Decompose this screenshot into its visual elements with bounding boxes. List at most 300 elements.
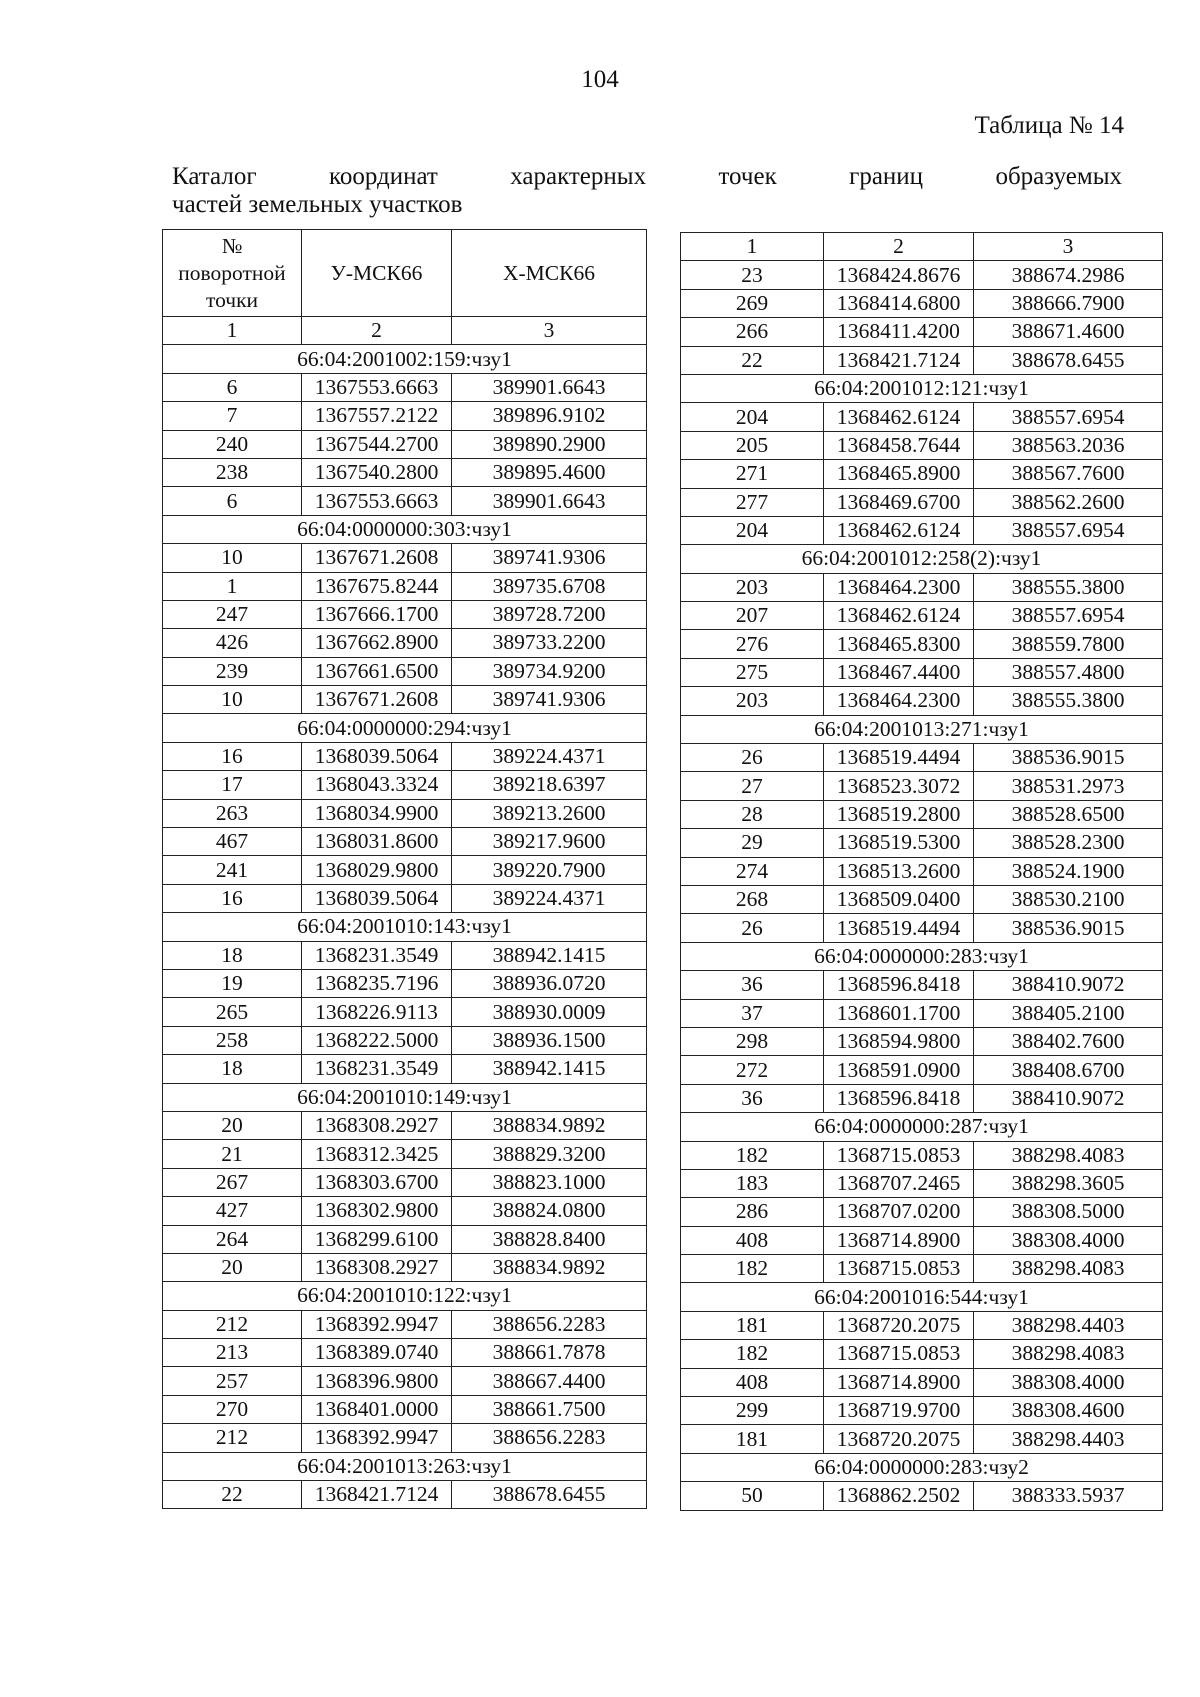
- parcel-id: 66:04:0000000:287:чзу1: [681, 1113, 1163, 1141]
- table-row: [163, 373, 647, 401]
- table-row: [681, 1169, 1163, 1197]
- y-coordinate-cell: 1368707.2465: [824, 1169, 974, 1197]
- y-coordinate-cell: 1368720.2075: [824, 1311, 974, 1339]
- x-coordinate-cell: 389741.9306: [452, 544, 647, 572]
- caption-word: образуемых: [995, 163, 1122, 190]
- table-row: [163, 1253, 647, 1281]
- x-coordinate-cell: 389901.6643: [452, 487, 647, 515]
- y-coordinate-cell: 1368469.6700: [824, 488, 974, 516]
- caption-word: точек: [718, 163, 777, 190]
- point-number-cell: 18: [163, 941, 302, 969]
- point-number-cell: 183: [681, 1169, 824, 1197]
- table-row: [681, 630, 1163, 658]
- parcel-row: [163, 714, 647, 742]
- parcel-row: [681, 1453, 1163, 1481]
- x-coordinate-cell: 388530.2100: [974, 885, 1163, 913]
- column-number: 3: [452, 317, 647, 345]
- x-coordinate-cell: 389224.4371: [452, 742, 647, 770]
- table-row: [681, 346, 1163, 374]
- x-coordinate-cell: 388536.9015: [974, 914, 1163, 942]
- x-coordinate-cell: 388557.4800: [974, 658, 1163, 686]
- caption-line-2: частей земельных участков: [172, 191, 463, 218]
- point-number-cell: 238: [163, 458, 302, 486]
- point-number-cell: 241: [163, 856, 302, 884]
- table-row: [163, 1055, 647, 1083]
- table-row: [163, 544, 647, 572]
- table-row: [681, 1425, 1163, 1453]
- x-coordinate-cell: 389901.6643: [452, 373, 647, 401]
- table-row: [163, 998, 647, 1026]
- table-row: [163, 1225, 647, 1253]
- x-coordinate-cell: 388942.1415: [452, 1055, 647, 1083]
- table-row: [163, 799, 647, 827]
- parcel-row: [163, 515, 647, 543]
- y-coordinate-cell: 1368308.2927: [302, 1253, 452, 1281]
- table-row: [163, 1026, 647, 1054]
- point-number-cell: 23: [681, 261, 824, 289]
- y-coordinate-cell: 1368462.6124: [824, 602, 974, 630]
- coordinates-table-left: [162, 229, 647, 1509]
- x-coordinate-cell: 389895.4600: [452, 458, 647, 486]
- x-coordinate-cell: 388678.6455: [974, 346, 1163, 374]
- point-number-cell: 1: [163, 572, 302, 600]
- point-number-cell: 16: [163, 884, 302, 912]
- table-row: [163, 430, 647, 458]
- table-row: [163, 402, 647, 430]
- point-number-cell: 205: [681, 431, 824, 459]
- point-number-cell: 258: [163, 1026, 302, 1054]
- caption-word: характерных: [510, 163, 647, 190]
- header-point-no: [163, 230, 302, 317]
- table-row: [681, 1311, 1163, 1339]
- header-point-no-line: точки: [205, 287, 259, 312]
- header-point-no-line: поворотной: [178, 260, 286, 285]
- y-coordinate-cell: 1368411.4200: [824, 318, 974, 346]
- point-number-cell: 268: [681, 885, 824, 913]
- y-coordinate-cell: 1368462.6124: [824, 516, 974, 544]
- x-coordinate-cell: 388298.4403: [974, 1425, 1163, 1453]
- header-x: Х-МСК66: [452, 230, 647, 317]
- x-coordinate-cell: 388823.1000: [452, 1168, 647, 1196]
- point-number-cell: 27: [681, 772, 824, 800]
- parcel-row: [681, 1113, 1163, 1141]
- table-row: [681, 289, 1163, 317]
- caption-word: координат: [328, 163, 438, 190]
- point-number-cell: 427: [163, 1197, 302, 1225]
- y-coordinate-cell: 1368421.7124: [302, 1481, 452, 1509]
- column-number-row: [681, 233, 1163, 261]
- y-coordinate-cell: 1368509.0400: [824, 885, 974, 913]
- y-coordinate-cell: 1368312.3425: [302, 1140, 452, 1168]
- x-coordinate-cell: 388834.9892: [452, 1253, 647, 1281]
- x-coordinate-cell: 388656.2283: [452, 1310, 647, 1338]
- x-coordinate-cell: 388661.7878: [452, 1339, 647, 1367]
- parcel-row: [681, 1283, 1163, 1311]
- point-number-cell: 240: [163, 430, 302, 458]
- x-coordinate-cell: 388531.2973: [974, 772, 1163, 800]
- y-coordinate-cell: 1368467.4400: [824, 658, 974, 686]
- point-number-cell: 408: [681, 1368, 824, 1396]
- y-coordinate-cell: 1368231.3549: [302, 941, 452, 969]
- table-row: [163, 1111, 647, 1139]
- point-number-cell: 467: [163, 828, 302, 856]
- point-number-cell: 275: [681, 658, 824, 686]
- y-coordinate-cell: 1368231.3549: [302, 1055, 452, 1083]
- point-number-cell: 264: [163, 1225, 302, 1253]
- x-coordinate-cell: 388559.7800: [974, 630, 1163, 658]
- point-number-cell: 181: [681, 1311, 824, 1339]
- x-coordinate-cell: 388298.4403: [974, 1311, 1163, 1339]
- x-coordinate-cell: 388674.2986: [974, 261, 1163, 289]
- table-row: [163, 1140, 647, 1168]
- y-coordinate-cell: 1368043.3324: [302, 771, 452, 799]
- x-coordinate-cell: 388528.2300: [974, 829, 1163, 857]
- right-table-body: [681, 261, 1163, 1510]
- y-coordinate-cell: 1368715.0853: [824, 1340, 974, 1368]
- point-number-cell: 298: [681, 1027, 824, 1055]
- y-coordinate-cell: 1368596.8418: [824, 1084, 974, 1112]
- y-coordinate-cell: 1367557.2122: [302, 402, 452, 430]
- y-coordinate-cell: 1368591.0900: [824, 1056, 974, 1084]
- parcel-row: [163, 1083, 647, 1111]
- table-row: [163, 572, 647, 600]
- point-number-cell: 203: [681, 687, 824, 715]
- y-coordinate-cell: 1368720.2075: [824, 1425, 974, 1453]
- table-row: [163, 1367, 647, 1395]
- point-number-cell: 26: [681, 744, 824, 772]
- x-coordinate-cell: 388557.6954: [974, 602, 1163, 630]
- table-row: [681, 460, 1163, 488]
- point-number-cell: 272: [681, 1056, 824, 1084]
- x-coordinate-cell: 389896.9102: [452, 402, 647, 430]
- parcel-row: [681, 715, 1163, 743]
- table-row: [163, 657, 647, 685]
- y-coordinate-cell: 1368465.8900: [824, 460, 974, 488]
- point-number-cell: 426: [163, 629, 302, 657]
- y-coordinate-cell: 1368302.9800: [302, 1197, 452, 1225]
- point-number-cell: 212: [163, 1424, 302, 1452]
- table-row: [163, 1395, 647, 1423]
- y-coordinate-cell: 1368594.9800: [824, 1027, 974, 1055]
- table-row: [681, 914, 1163, 942]
- x-coordinate-cell: 388667.4400: [452, 1367, 647, 1395]
- table-row: [681, 800, 1163, 828]
- point-number-cell: 7: [163, 402, 302, 430]
- y-coordinate-cell: 1368714.8900: [824, 1226, 974, 1254]
- y-coordinate-cell: 1367540.2800: [302, 458, 452, 486]
- parcel-row: [163, 1282, 647, 1310]
- y-coordinate-cell: 1367671.2608: [302, 544, 452, 572]
- column-number: 1: [163, 317, 302, 345]
- x-coordinate-cell: 388524.1900: [974, 857, 1163, 885]
- point-number-cell: 274: [681, 857, 824, 885]
- parcel-id: 66:04:2001013:271:чзу1: [681, 715, 1163, 743]
- y-coordinate-cell: 1368299.6100: [302, 1225, 452, 1253]
- y-coordinate-cell: 1368519.2800: [824, 800, 974, 828]
- parcel-id: 66:04:2001016:544:чзу1: [681, 1283, 1163, 1311]
- y-coordinate-cell: 1368462.6124: [824, 403, 974, 431]
- y-coordinate-cell: 1368464.2300: [824, 573, 974, 601]
- x-coordinate-cell: 388824.0800: [452, 1197, 647, 1225]
- point-number-cell: 50: [681, 1482, 824, 1510]
- point-number-cell: 276: [681, 630, 824, 658]
- table-row: [163, 1310, 647, 1338]
- point-number-cell: 21: [163, 1140, 302, 1168]
- y-coordinate-cell: 1368458.7644: [824, 431, 974, 459]
- x-coordinate-cell: 388410.9072: [974, 971, 1163, 999]
- x-coordinate-cell: 388528.6500: [974, 800, 1163, 828]
- x-coordinate-cell: 388308.4600: [974, 1397, 1163, 1425]
- y-coordinate-cell: 1368464.2300: [824, 687, 974, 715]
- table-caption: [172, 163, 1122, 219]
- y-coordinate-cell: 1368519.5300: [824, 829, 974, 857]
- table-row: [681, 829, 1163, 857]
- x-coordinate-cell: 388942.1415: [452, 941, 647, 969]
- table-row: [681, 1368, 1163, 1396]
- point-number-cell: 203: [681, 573, 824, 601]
- y-coordinate-cell: 1368401.0000: [302, 1395, 452, 1423]
- table-row: [163, 1481, 647, 1509]
- x-coordinate-cell: 389728.7200: [452, 600, 647, 628]
- point-number-cell: 20: [163, 1253, 302, 1281]
- caption-word: границ: [849, 163, 924, 190]
- x-coordinate-cell: 388555.3800: [974, 687, 1163, 715]
- point-number-cell: 29: [681, 829, 824, 857]
- table-row: [163, 629, 647, 657]
- point-number-cell: 204: [681, 403, 824, 431]
- table-row: [163, 1168, 647, 1196]
- table-row: [681, 1084, 1163, 1112]
- parcel-row: [681, 942, 1163, 970]
- table-row: [681, 403, 1163, 431]
- table-row: [681, 516, 1163, 544]
- parcel-id: 66:04:2001010:122:чзу1: [163, 1282, 647, 1310]
- table-row: [163, 856, 647, 884]
- x-coordinate-cell: 389224.4371: [452, 884, 647, 912]
- x-coordinate-cell: 388536.9015: [974, 744, 1163, 772]
- table-row: [681, 261, 1163, 289]
- x-coordinate-cell: 388562.2600: [974, 488, 1163, 516]
- point-number-cell: 277: [681, 488, 824, 516]
- x-coordinate-cell: 388557.6954: [974, 403, 1163, 431]
- point-number-cell: 37: [681, 999, 824, 1027]
- point-number-cell: 16: [163, 742, 302, 770]
- x-coordinate-cell: 388936.1500: [452, 1026, 647, 1054]
- table-row: [163, 1339, 647, 1367]
- point-number-cell: 18: [163, 1055, 302, 1083]
- table-row: [681, 658, 1163, 686]
- x-coordinate-cell: 388405.2100: [974, 999, 1163, 1027]
- x-coordinate-cell: 388402.7600: [974, 1027, 1163, 1055]
- y-coordinate-cell: 1368714.8900: [824, 1368, 974, 1396]
- y-coordinate-cell: 1367671.2608: [302, 686, 452, 714]
- x-coordinate-cell: 388298.4083: [974, 1141, 1163, 1169]
- parcel-id: 66:04:2001010:149:чзу1: [163, 1083, 647, 1111]
- y-coordinate-cell: 1368519.4494: [824, 744, 974, 772]
- caption-line-1: [172, 163, 1122, 191]
- x-coordinate-cell: 388308.4000: [974, 1226, 1163, 1254]
- x-coordinate-cell: 388671.4600: [974, 318, 1163, 346]
- point-number-cell: 204: [681, 516, 824, 544]
- table-row: [681, 885, 1163, 913]
- table-row: [163, 1197, 647, 1225]
- point-number-cell: 213: [163, 1339, 302, 1367]
- parcel-id: 66:04:2001012:258(2):чзу1: [681, 545, 1163, 573]
- column-number-row: [163, 317, 647, 345]
- x-coordinate-cell: 388567.7600: [974, 460, 1163, 488]
- table-row: [681, 687, 1163, 715]
- y-coordinate-cell: 1367553.6663: [302, 373, 452, 401]
- y-coordinate-cell: 1368396.9800: [302, 1367, 452, 1395]
- point-number-cell: 19: [163, 969, 302, 997]
- y-coordinate-cell: 1368601.1700: [824, 999, 974, 1027]
- point-number-cell: 267: [163, 1168, 302, 1196]
- parcel-id: 66:04:0000000:283:чзу2: [681, 1453, 1163, 1481]
- point-number-cell: 247: [163, 600, 302, 628]
- x-coordinate-cell: 389741.9306: [452, 686, 647, 714]
- y-coordinate-cell: 1368513.2600: [824, 857, 974, 885]
- x-coordinate-cell: 388308.5000: [974, 1198, 1163, 1226]
- y-coordinate-cell: 1368421.7124: [824, 346, 974, 374]
- point-number-cell: 28: [681, 800, 824, 828]
- point-number-cell: 266: [681, 318, 824, 346]
- table-row: [681, 573, 1163, 601]
- y-coordinate-cell: 1368707.0200: [824, 1198, 974, 1226]
- y-coordinate-cell: 1368226.9113: [302, 998, 452, 1026]
- y-coordinate-cell: 1367675.8244: [302, 572, 452, 600]
- point-number-cell: 17: [163, 771, 302, 799]
- table-row: [163, 686, 647, 714]
- parcel-row: [163, 345, 647, 373]
- table-row: [163, 884, 647, 912]
- x-coordinate-cell: 388661.7500: [452, 1395, 647, 1423]
- table-row: [681, 1340, 1163, 1368]
- point-number-cell: 270: [163, 1395, 302, 1423]
- left-table-body: [163, 345, 647, 1509]
- x-coordinate-cell: 388666.7900: [974, 289, 1163, 317]
- point-number-cell: 26: [681, 914, 824, 942]
- x-coordinate-cell: 388828.8400: [452, 1225, 647, 1253]
- x-coordinate-cell: 389217.9600: [452, 828, 647, 856]
- y-coordinate-cell: 1368519.4494: [824, 914, 974, 942]
- x-coordinate-cell: 389218.6397: [452, 771, 647, 799]
- point-number-cell: 212: [163, 1310, 302, 1338]
- table-row: [163, 458, 647, 486]
- table-row: [681, 999, 1163, 1027]
- point-number-cell: 182: [681, 1255, 824, 1283]
- table-row: [163, 600, 647, 628]
- parcel-row: [163, 1452, 647, 1480]
- x-coordinate-cell: 388678.6455: [452, 1481, 647, 1509]
- x-coordinate-cell: 388563.2036: [974, 431, 1163, 459]
- point-number-cell: 299: [681, 1397, 824, 1425]
- column-number: 2: [302, 317, 452, 345]
- parcel-id: 66:04:2001013:263:чзу1: [163, 1452, 647, 1480]
- table-row: [681, 1397, 1163, 1425]
- y-coordinate-cell: 1368414.6800: [824, 289, 974, 317]
- y-coordinate-cell: 1368308.2927: [302, 1111, 452, 1139]
- column-number: 1: [681, 233, 824, 261]
- y-coordinate-cell: 1368465.8300: [824, 630, 974, 658]
- table-row: [681, 1027, 1163, 1055]
- table-row: [681, 1056, 1163, 1084]
- y-coordinate-cell: 1368389.0740: [302, 1339, 452, 1367]
- column-number: 2: [824, 233, 974, 261]
- point-number-cell: 265: [163, 998, 302, 1026]
- point-number-cell: 182: [681, 1141, 824, 1169]
- x-coordinate-cell: 388333.5937: [974, 1482, 1163, 1510]
- y-coordinate-cell: 1367662.8900: [302, 629, 452, 657]
- table-row: [681, 431, 1163, 459]
- table-row: [681, 744, 1163, 772]
- table-row: [681, 1226, 1163, 1254]
- table-row: [163, 941, 647, 969]
- point-number-cell: 408: [681, 1226, 824, 1254]
- y-coordinate-cell: 1368031.8600: [302, 828, 452, 856]
- point-number-cell: 271: [681, 460, 824, 488]
- point-number-cell: 20: [163, 1111, 302, 1139]
- point-number-cell: 181: [681, 1425, 824, 1453]
- x-coordinate-cell: 388829.3200: [452, 1140, 647, 1168]
- point-number-cell: 257: [163, 1367, 302, 1395]
- x-coordinate-cell: 388656.2283: [452, 1424, 647, 1452]
- table-title: Таблица № 14: [974, 112, 1124, 139]
- point-number-cell: 6: [163, 487, 302, 515]
- header-point-no-line: №: [221, 233, 243, 258]
- parcel-id: 66:04:2001012:121:чзу1: [681, 374, 1163, 402]
- table-row: [681, 1198, 1163, 1226]
- point-number-cell: 22: [163, 1481, 302, 1509]
- table-row: [681, 772, 1163, 800]
- coordinates-table-right: [680, 232, 1163, 1511]
- y-coordinate-cell: 1368715.0853: [824, 1255, 974, 1283]
- x-coordinate-cell: 388408.6700: [974, 1056, 1163, 1084]
- table-row: [681, 1482, 1163, 1510]
- x-coordinate-cell: 388410.9072: [974, 1084, 1163, 1112]
- y-coordinate-cell: 1368039.5064: [302, 742, 452, 770]
- y-coordinate-cell: 1368034.9900: [302, 799, 452, 827]
- page-number: 104: [581, 66, 619, 93]
- x-coordinate-cell: 388298.4083: [974, 1255, 1163, 1283]
- y-coordinate-cell: 1368235.7196: [302, 969, 452, 997]
- y-coordinate-cell: 1368715.0853: [824, 1141, 974, 1169]
- y-coordinate-cell: 1368596.8418: [824, 971, 974, 999]
- point-number-cell: 36: [681, 1084, 824, 1112]
- y-coordinate-cell: 1368392.9947: [302, 1310, 452, 1338]
- x-coordinate-cell: 388298.4083: [974, 1340, 1163, 1368]
- x-coordinate-cell: 388555.3800: [974, 573, 1163, 601]
- y-coordinate-cell: 1368392.9947: [302, 1424, 452, 1452]
- y-coordinate-cell: 1367661.6500: [302, 657, 452, 685]
- x-coordinate-cell: 388308.4000: [974, 1368, 1163, 1396]
- parcel-row: [681, 374, 1163, 402]
- table-row: [163, 969, 647, 997]
- point-number-cell: 263: [163, 799, 302, 827]
- point-number-cell: 207: [681, 602, 824, 630]
- x-coordinate-cell: 389890.2900: [452, 430, 647, 458]
- x-coordinate-cell: 388557.6954: [974, 516, 1163, 544]
- x-coordinate-cell: 389733.2200: [452, 629, 647, 657]
- caption-word: Каталог: [172, 163, 257, 190]
- y-coordinate-cell: 1368303.6700: [302, 1168, 452, 1196]
- parcel-id: 66:04:2001002:159:чзу1: [163, 345, 647, 373]
- y-coordinate-cell: 1367544.2700: [302, 430, 452, 458]
- header-row: [163, 230, 647, 317]
- y-coordinate-cell: 1368719.9700: [824, 1397, 974, 1425]
- parcel-row: [163, 913, 647, 941]
- y-coordinate-cell: 1368862.2502: [824, 1482, 974, 1510]
- y-coordinate-cell: 1368222.5000: [302, 1026, 452, 1054]
